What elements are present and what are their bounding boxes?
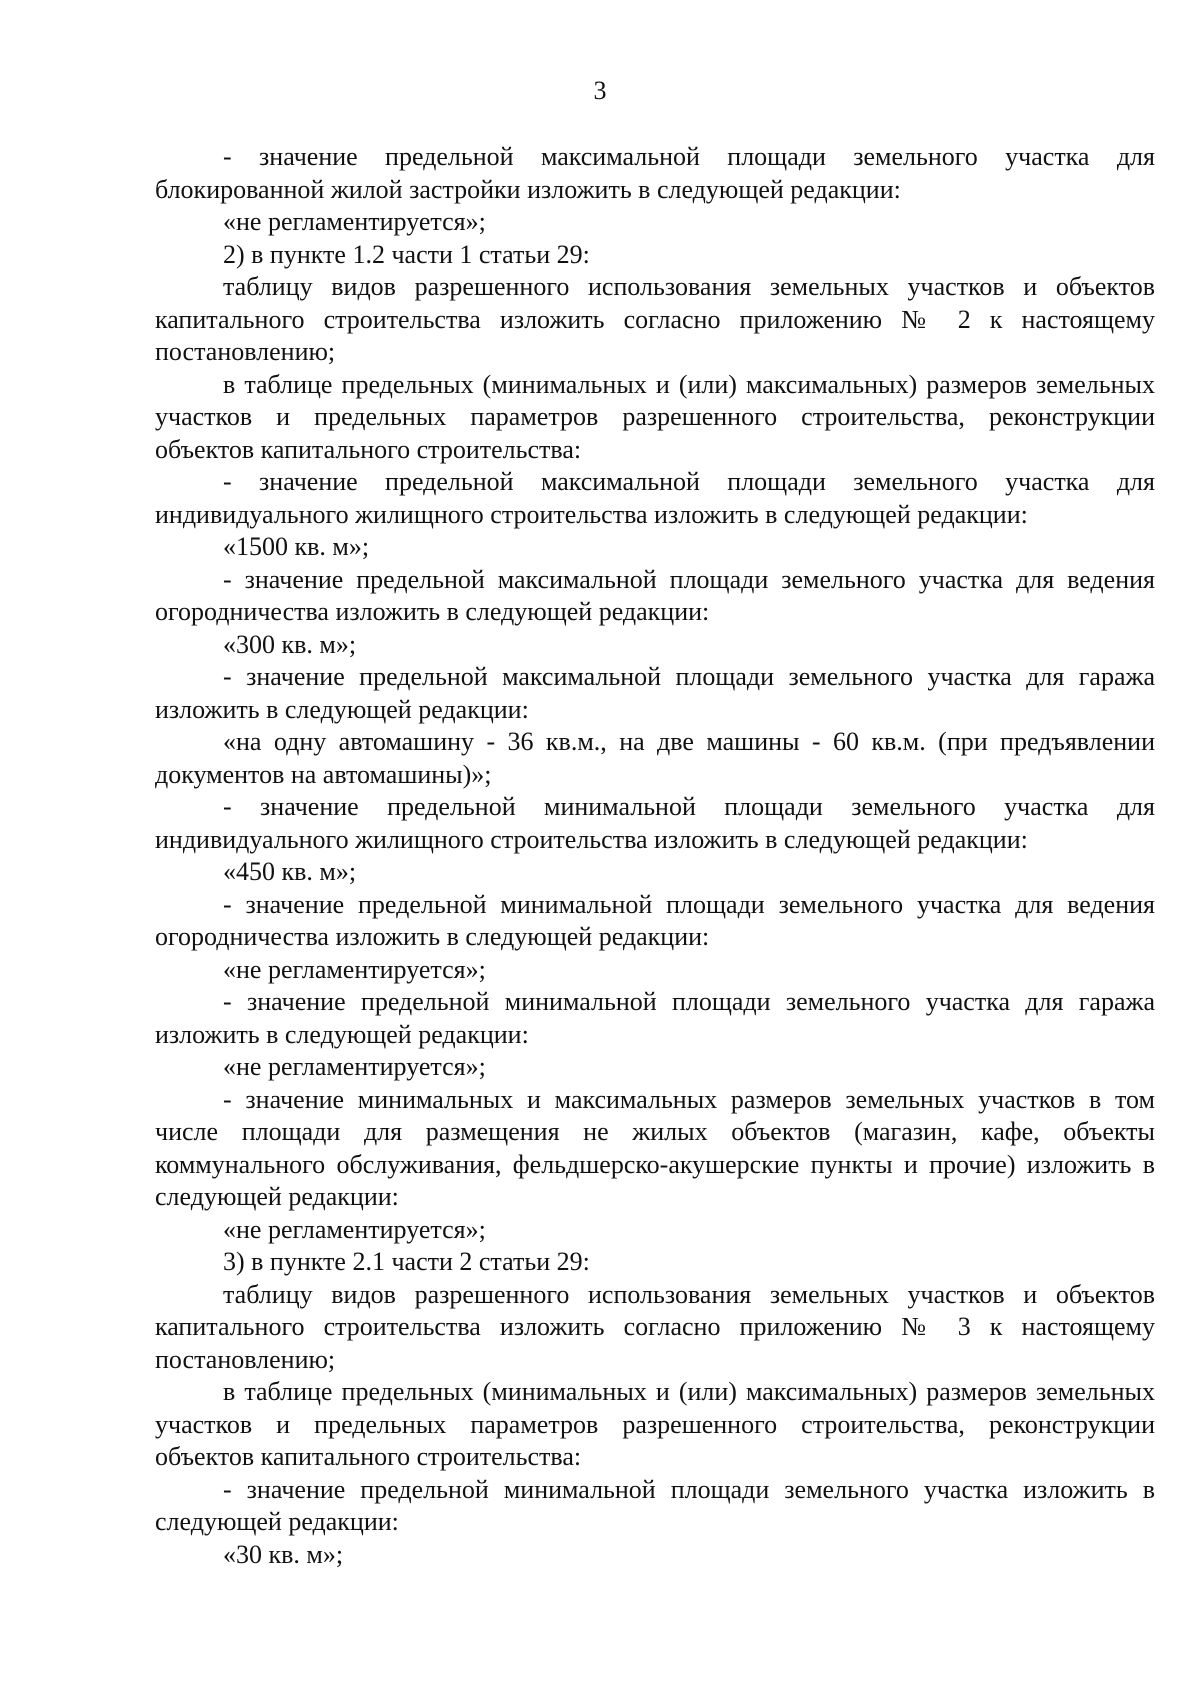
paragraph: 3) в пункте 2.1 части 2 статьи 29: — [223, 1247, 590, 1276]
paragraph: «не регламентируется»; — [223, 954, 486, 984]
paragraph: 2) в пункте 1.2 части 1 статьи 29: — [223, 239, 590, 269]
paragraph: - значение минимальных и максимальных размеров земельных участков в том числе площади для размещения не жилых объектов (магазин, кафе, объекты коммунального обслуживания, фельдшерско-акушерские пункты и прочие) изложить в следующей редакции: — [155, 1084, 1155, 1211]
paragraph: - значение предельной максимальной площади земельного участка для ведения огородничества изложить в следующей редакции: — [155, 564, 1155, 626]
paragraph: - значение предельной максимальной площади земельного участка для гаража изложить в следующей редакции: — [155, 662, 1155, 724]
page-number: 3 — [593, 76, 607, 105]
paragraph: - значение предельной максимальной площади земельного участка для индивидуального жилищного строительства изложить в следующей редакции: — [155, 467, 1155, 529]
paragraph: «не регламентируется»; — [223, 207, 486, 236]
document-body — [155, 141, 1155, 1571]
paragraph: - значение предельной минимальной площади земельного участка для индивидуального жилищного строительства изложить в следующей редакции: — [155, 792, 1155, 854]
paragraph: таблицу видов разрешенного использования земельных участков и объектов капитального строительства изложить согласно приложению № 3 к настоящему постановлению; — [155, 1279, 1155, 1374]
paragraph: - значение предельной минимальной площади земельного участка изложить в следующей редакции: — [155, 1474, 1155, 1536]
paragraph: «30 кв. м»; — [223, 1539, 344, 1569]
paragraph: «1500 кв. м»; — [223, 532, 370, 561]
paragraph: таблицу видов разрешенного использования земельных участков и объектов капитального строительства изложить согласно приложению № 2 к настоящему постановлению; — [155, 272, 1155, 366]
paragraph: «не регламентируется»; — [223, 1214, 486, 1244]
paragraph: в таблице предельных (минимальных и (или) максимальных) размеров земельных участков и предельных параметров разрешенного строительства, реконструкции объектов капитального строительства: — [155, 1377, 1155, 1471]
paragraph: - значение предельной минимальной площади земельного участка для ведения огородничества изложить в следующей редакции: — [155, 889, 1155, 951]
paragraph: «300 кв. м»; — [223, 629, 357, 659]
paragraph: в таблице предельных (минимальных и (или) максимальных) размеров земельных участков и предельных параметров разрешенного строительства, реконструкции объектов капитального строительства: — [155, 369, 1155, 464]
paragraph: «на одну автомашину - 36 кв.м., на две машины - 60 кв.м. (при предъявлении документов на автомашины)»; — [155, 727, 1155, 789]
paragraph: - значение предельной максимальной площади земельного участка для блокированной жилой застройки изложить в следующей редакции: — [155, 142, 1155, 204]
paragraph: «450 кв. м»; — [223, 857, 357, 886]
paragraph: «не регламентируется»; — [223, 1052, 486, 1081]
paragraph: - значение предельной минимальной площади земельного участка для гаража изложить в следующей редакции: — [155, 987, 1155, 1049]
